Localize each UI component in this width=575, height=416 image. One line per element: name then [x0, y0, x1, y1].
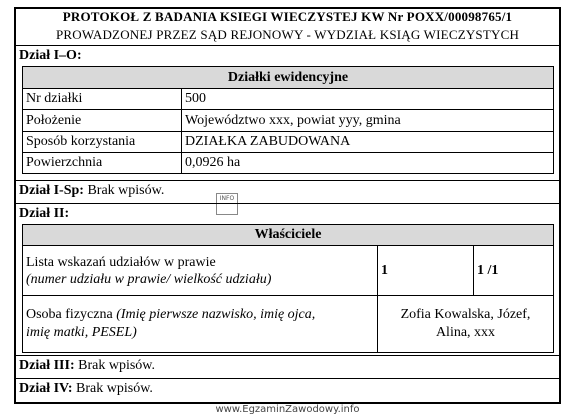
- protocol-title: PROTOKOŁ Z BADANIA KSIEGI WIECZYSTEJ KW Nr POXX/00098765/1: [62, 9, 513, 24]
- share-number: 1: [378, 246, 474, 296]
- section-dzial-iii-value: Brak wpisów.: [74, 358, 155, 373]
- share-size: 1 /1: [474, 246, 554, 296]
- natural-person-label: Osoba fizyczna: [26, 307, 113, 322]
- natural-person-note-a: (Imię pierwsze nazwisko, imię ojca,: [116, 307, 316, 322]
- shares-list-note: (numer udziału w prawie/ wielkość udziału): [26, 271, 272, 287]
- owner-names-line2: Alina, xxx: [435, 325, 496, 340]
- owner-names-line1: Zofia Kowalska, Józef,: [400, 307, 531, 322]
- divider: [14, 203, 561, 204]
- section-dzial-iii: [19, 358, 155, 374]
- section-dzial-iv-value: Brak wpisów.: [72, 381, 153, 396]
- divider: [14, 180, 561, 181]
- natural-person-cell: [23, 296, 378, 353]
- parcel-number-value: 500: [182, 89, 554, 110]
- owners-table-title: Właściciele: [23, 225, 554, 246]
- shares-list-label: Lista wskazań udziałów w prawie: [26, 254, 216, 270]
- usage-label: Sposób korzystania: [23, 132, 182, 153]
- parcels-table: [22, 66, 554, 174]
- divider: [14, 355, 561, 356]
- usage-value: DZIAŁKA ZABUDOWANA: [182, 132, 554, 153]
- parcels-table-title: Działki ewidencyjne: [23, 67, 554, 89]
- owners-table: [22, 224, 554, 353]
- protocol-subtitle: PROWADZONEJ PRZEZ SĄD REJONOWY - WYDZIAŁ KSIĄG WIECZYSTYCH: [55, 27, 520, 42]
- section-dzial-iv-title: Dział IV:: [19, 381, 73, 396]
- footer-watermark: www.EgzaminZawodowy.info: [215, 404, 360, 415]
- location-label: Położenie: [23, 110, 182, 132]
- section-dzial-isp-title: Dział I-Sp:: [19, 183, 84, 198]
- section-dzial-iv: [19, 381, 153, 397]
- location-value: Województwo xxx, powiat yyy, gmina: [182, 110, 554, 132]
- section-dzial-isp-value: Brak wpisów.: [83, 183, 165, 198]
- section-dzial-io-title: Dział I–O:: [19, 48, 82, 63]
- section-dzial-isp: [19, 183, 164, 199]
- divider: [14, 378, 561, 379]
- owner-names-cell: [378, 296, 554, 353]
- divider: [14, 45, 561, 46]
- shares-list-cell: [23, 246, 378, 296]
- info-stamp-icon: INFO: [216, 193, 238, 215]
- area-label: Powierzchnia: [23, 153, 182, 174]
- parcel-number-label: Nr działki: [23, 89, 182, 110]
- section-dzial-ii-title: Dział II:: [19, 206, 70, 221]
- area-value: 0,0926 ha: [182, 153, 554, 174]
- section-dzial-iii-title: Dział III:: [19, 358, 75, 373]
- natural-person-note-b: imię matki, PESEL): [26, 325, 137, 340]
